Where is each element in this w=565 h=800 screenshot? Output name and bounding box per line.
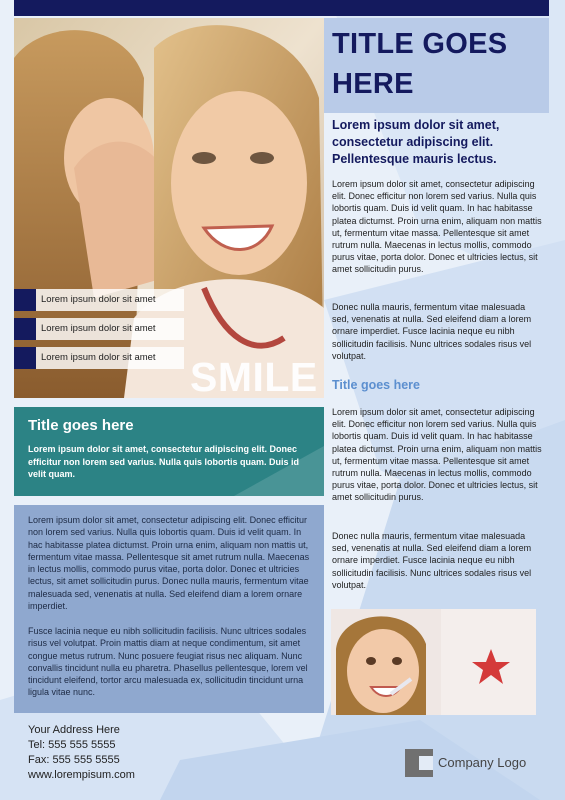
company-logo-text: Company Logo — [438, 755, 527, 770]
hero-bullet-list — [14, 289, 184, 376]
child-photo — [331, 609, 536, 715]
main-paragraph: Donec nulla mauris, fermentum vitae malesuada sed, venenatis at nulla. Sed eleifend diam a lorem ornare imperdiet. Fusce lacinia neque eu nibh sollicitudin facilisis. Nunc ultrices sodales risus vel volutpat. — [332, 302, 532, 361]
contact-address: Your Address Here — [28, 724, 120, 736]
bullet-square-icon — [14, 289, 36, 311]
hero-bullet-text: Lorem ipsum dolor sit amet — [36, 347, 184, 369]
hero-bullet-item — [14, 289, 184, 311]
teal-callout-box — [14, 407, 324, 496]
hero-bullet-item — [14, 318, 184, 340]
company-logo-icon — [405, 749, 433, 777]
section-title: Title goes here — [332, 378, 420, 392]
contact-fax: Fax: 555 555 5555 — [28, 754, 120, 766]
blue-box-paragraph: Lorem ipsum dolor sit amet, consectetur adipiscing elit. Donec efficitur non lorem sed varius. Nulla quis lobortis quam. Duis id velit quam. In hac habitasse platea dictumst. Proin urna enim, aliquam non mattis ut, fermentum vitae massa. Pellentesque sit amet rutrum nulla. Maecenas in lectus mollis, commodo purus vitae, porta dolor. Donec et ultricies lectus, sit amet sollicitudin purus. Donec nulla mauris, fermentum vitae malesuada sed, venenatis at nulla. Sed eleifend diam a lorem ornare imperdiet. — [28, 515, 310, 612]
blue-box-paragraph: Fusce lacinia neque eu nibh sollicitudin facilisis. Nunc ultrices sodales risus vel volutpat. Proin mattis diam at neque condimentum, sit amet congue metus rutrum. Nunc posuere feugiat risus nec aliquam. Nunc convallis tincidunt nulla eu pharetra. Phasellus pellentesque, lorem vel tincidunt eleifend, tortor arcu malesuada ex, sollicitudin tincidunt urna ligula vitae nunc. — [28, 626, 308, 698]
teal-box-text: Lorem ipsum dolor sit amet, consectetur adipiscing elit. Donec efficitur non lorem sed varius. Nulla quis lobortis quam. Duis id velit quam. — [28, 444, 300, 479]
main-title-line: TITLE GOES — [332, 28, 508, 60]
main-title-line: HERE — [332, 68, 414, 100]
main-title — [332, 24, 507, 104]
hero-bullet-item — [14, 347, 184, 369]
contact-website: www.lorempisum.com — [28, 769, 135, 781]
contact-tel: Tel: 555 555 5555 — [28, 739, 116, 751]
main-paragraph: Donec nulla mauris, fermentum vitae malesuada sed, venenatis at nulla. Sed eleifend diam a lorem ornare imperdiet. Fusce lacinia neque eu nibh sollicitudin facilisis. Nunc ultrices sodales risus vel volutpat. — [332, 531, 532, 590]
bullet-square-icon — [14, 318, 36, 340]
contact-block — [28, 723, 135, 783]
blue-text-box — [14, 505, 324, 713]
hero-bullet-text: Lorem ipsum dolor sit amet — [36, 289, 184, 311]
hero-overlay-word: SMILE — [190, 354, 318, 400]
main-paragraph: Lorem ipsum dolor sit amet, consectetur adipiscing elit. Donec efficitur non lorem sed varius. Nulla quis lobortis quam. Duis id velit quam. In hac habitasse platea dictumst. Proin urna enim, aliquam non mattis ut, fermentum vitae massa. Pellentesque sit amet rutrum nulla. Maecenas in lectus mollis, commodo purus vitae, porta dolor. Donec et ultricies lectus, sit amet sollicitudin purus. — [332, 179, 542, 275]
main-paragraph: Lorem ipsum dolor sit amet, consectetur adipiscing elit. Donec efficitur non lorem sed varius. Nulla quis lobortis quam. Duis id velit quam. In hac habitasse platea dictumst. Proin urna enim, aliquam non mattis ut, fermentum vitae massa. Pellentesque sit amet rutrum nulla. Maecenas in lectus mollis, commodo purus vitae, porta dolor. Donec et ultricies lectus, sit amet sollicitudin purus. — [332, 407, 542, 503]
main-subtitle: Lorem ipsum dolor sit amet, consectetur adipiscing elit. Pellentesque mauris lectus. — [332, 118, 500, 166]
teal-box-title: Title goes here — [28, 417, 134, 434]
hero-bullet-text: Lorem ipsum dolor sit amet — [36, 318, 184, 340]
main-title-box — [324, 18, 549, 113]
bullet-square-icon — [14, 347, 36, 369]
top-bar — [14, 0, 549, 16]
